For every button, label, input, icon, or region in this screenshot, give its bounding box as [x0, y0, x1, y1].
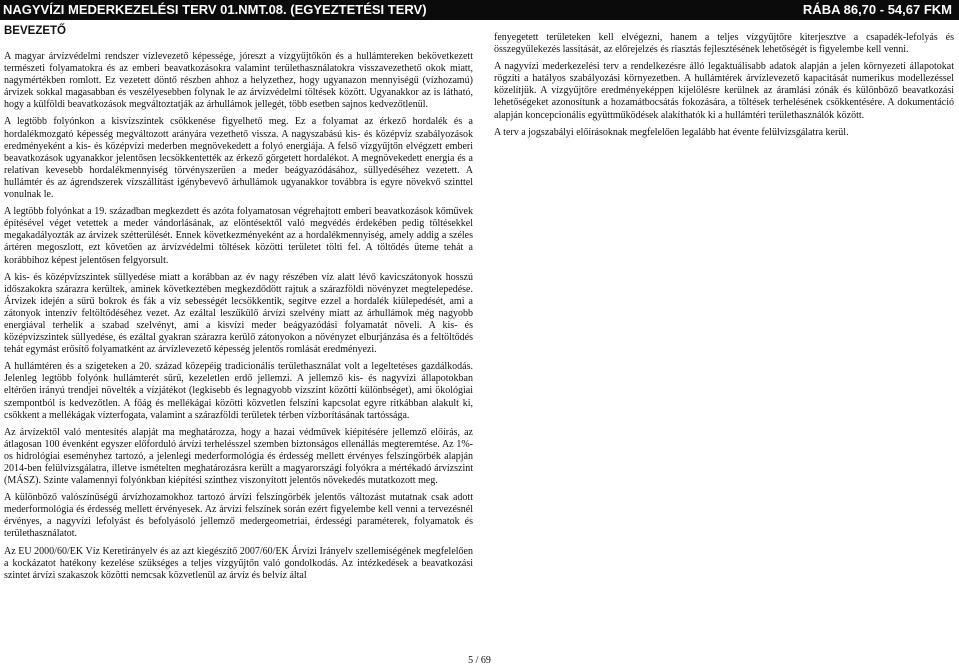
- paragraph: A különböző valószínűségű árvízhozamokhoz tartozó árvízi felszíngörbék jelentős változást mutatnak csak adott mederformológia és érdesség mellett érvényesek. Az árvízi felszínek során ezért figyelembe kell venni a tervezésnél érvényes, a nagyvízi lefolyást és befolyásoló jellemző medergeometriai, érdességi paraméterek, folyamatok és területhasználatot.: [4, 492, 473, 540]
- paragraph: A nagyvízi mederkezelési terv a rendelkezésre álló legaktuálisabb adatok alapján a jelen környezeti állapotokat rögzíti a hatályos szabályozási környezetben. A hullámtérek árvízlevezető kapacitását numerikus modellezéssel közelítjük. A vízgyűjtőre eredményeképpen kijelölésre kerülnek az áramlási zónák és különböző beavatkozási lehetőségeket azonosítunk a hozamátbocsátás fokozására, a töltések terhelésének csökkentésére. A dokumentáció alapján koncepcionális együttműködések alakíthatók ki a hullámtéri területhasználók között.: [494, 61, 954, 121]
- paragraph: Az EU 2000/60/EK Víz Keretirányelv és az azt kiegészítő 2007/60/EK Árvízi Irányelv szellemiségének megfelelően a kockázatot hatékony kezelése szükséges a teljes vízgyűjtőn való gondolkodás. Az intézkedések a beavatkozási szintet árvízi szakaszok közötti nemcsak közvetlenül az árvíz és belvíz által: [4, 545, 473, 581]
- paragraph: fenyegetett területeken kell elvégezni, hanem a teljes vízgyűjtőre kiterjesztve a csapadék-lefolyás és összegyűlekezés lassítását, az előrejelzés és riasztás fejlesztésének lehetőségét is figyelembe kell venni.: [494, 32, 954, 56]
- paragraph: A legtöbb folyónkat a 19. században megkezdett és azóta folyamatosan végrehajtott emberi beavatkozások kőművek építésével véget vetettek a meder vándorlásának, az elöntésektől való megvédés érdekében pedig töltésekkel megakadályozták az árvizek szétterülését. Ennek következményeként az a hordalékmennyiség, amely addig a széles ártéren megoszlott, ezt követően az árvízvédelmi töltések közötti területet tölti fel. A töltődés üteme tehát a korábbihoz képest jelentősen felgyorsult.: [4, 206, 473, 266]
- paragraph: A magyar árvízvédelmi rendszer vízlevezető képessége, jóreszt a vízgyűjtőkön és a hullámtereken bekövetkezett természeti folyamatokra és az emberi beavatkozásokra valamint területhasználatokra visszavezethető okok miatt, nagymértékben romlott. Ez vezetett döntő részben ahhoz a helyzethez, hogy ugyanazon mennyiségű (vízhozamú) árvizek sokkal magasabban és veszélyesebben folynak le az árvízvédelmi töltések között. Ugyanakkor az is látható, hogy a külföldi beavatkozások megváltoztatják az árhullámok jellegét, több esetben sajnos kedvezőtlenül.: [4, 51, 473, 111]
- page-number: 5 / 69: [468, 655, 491, 666]
- paragraph: A kis- és középvízszintek süllyedése miatt a korábban az év nagy részében víz alatt lévő kavicszátonyok hosszú időszakokra szárazra kerültek, aminek következtében megkezdődött rajtuk a szárazföldi növényzet megtelepedése. Árvizek idején a sűrű bokrok és fák a víz sebességét lecsökkentik, segítve ezzel a hordalék kiülepedését, ami a zátonyok intenzív feltöltődéséhez vezet. Az ezáltal leszűkülő árvízi szelvény miatt az árhullámok még nagyobb energiával terhelik a szabad szelvényt, ami a kisvízi meder beágyazódási folyamatát növeli. A kis- és középvízszintek süllyedése, és ezáltal gyakran szárazra kerülő zátonyokon a növényzet elburjánzása és a feltöltődés tehát egymást erősítő folyamatként az árvízlevezető képesség jelentős romlását eredményezi.: [4, 271, 473, 356]
- left-column: [4, 24, 473, 587]
- paragraph: Az árvízektől való mentesítés alapját ma meghatározza, hogy a hazai védművek kiépítésére jellemző előírás, az átlagosan 100 évenként egyszer előforduló árvízi terhelésszel szemben biztonságos ellenállás megteremtése. Az 1%-os hidrológiai eseményhez tartozó, a jelenlegi mederformológia és érdesség mellett érvényes felszíngörbék alapján 2014-ben felülvizsgálatra, illetve ismételten meghatározásra került a magyarországi folyókra a mértékadó árvízszint (MÁSZ). Szinte valamennyi folyónkban kiépítési szinthez viszonyított jelentős növekedés mutatkozott meg.: [4, 426, 473, 487]
- paragraph: A hullámtéren és a szigeteken a 20. század közepéig tradicionális területhasználat volt a legeltetéses gazdálkodás. Jelenleg legtöbb folyónk hullámterét sűrű, kezeletlen erdő jellemzi. A jellemző kis- és nagyvízi állapotokban eltérően irányú trendjei növelték a vízjátékot (legkisebb és legnagyobb vízszint közötti különbséget), ami ökológiai szempontból is kedvezőtlen. A főág és mellékágai közötti közvetlen felszíni kapcsolat egyre ritkábban alakult ki, csökkent a mellékágak vízterfogata, valamint a szárazföldi területek térben vízborításának tartóssága.: [4, 361, 473, 421]
- paragraph: A terv a jogszabályi előírásoknak megfelelően legalább hat évente felülvizsgálatra kerül.: [494, 126, 849, 138]
- right-column: [494, 32, 954, 144]
- paragraph: A legtöbb folyónkon a kisvízszintek csökkenése figyelhető meg. Ez a folyamat az érkező hordalék és a hordalékmozgató képesség megváltozott arányára vezethető vissza. A nagyszabású kis- és középvíz szabályozások eredményeként a kis- és középvízi mederben megnövekedett a folyó energiája. A felső vízgyűjtőn elvégzett emberi beavatkozások ugyanakkor jelentősen lecsökkentették az érkező görgetett hordalékot. A megnövekedett energia és a relatívan kevesebb hordalékmennyiség törvényszerűen a meder beágyazódásához, süllyedéséhez vezetett. A hullámtér és az ágrendszerek vízszállítást igénybevevő árhullámok ugyanakkor továbbra is egyre növekvő szinttel vonulnak le.: [4, 116, 473, 201]
- document-header: [0, 0, 959, 20]
- document-title: NAGYVÍZI MEDERKEZELÉSI TERV 01.NMT.08. (EGYEZTETÉSI TERV): [3, 2, 427, 17]
- section-title: BEVEZETŐ: [4, 25, 66, 37]
- river-section-label: RÁBA 86,70 - 54,67 FKM: [802, 2, 952, 17]
